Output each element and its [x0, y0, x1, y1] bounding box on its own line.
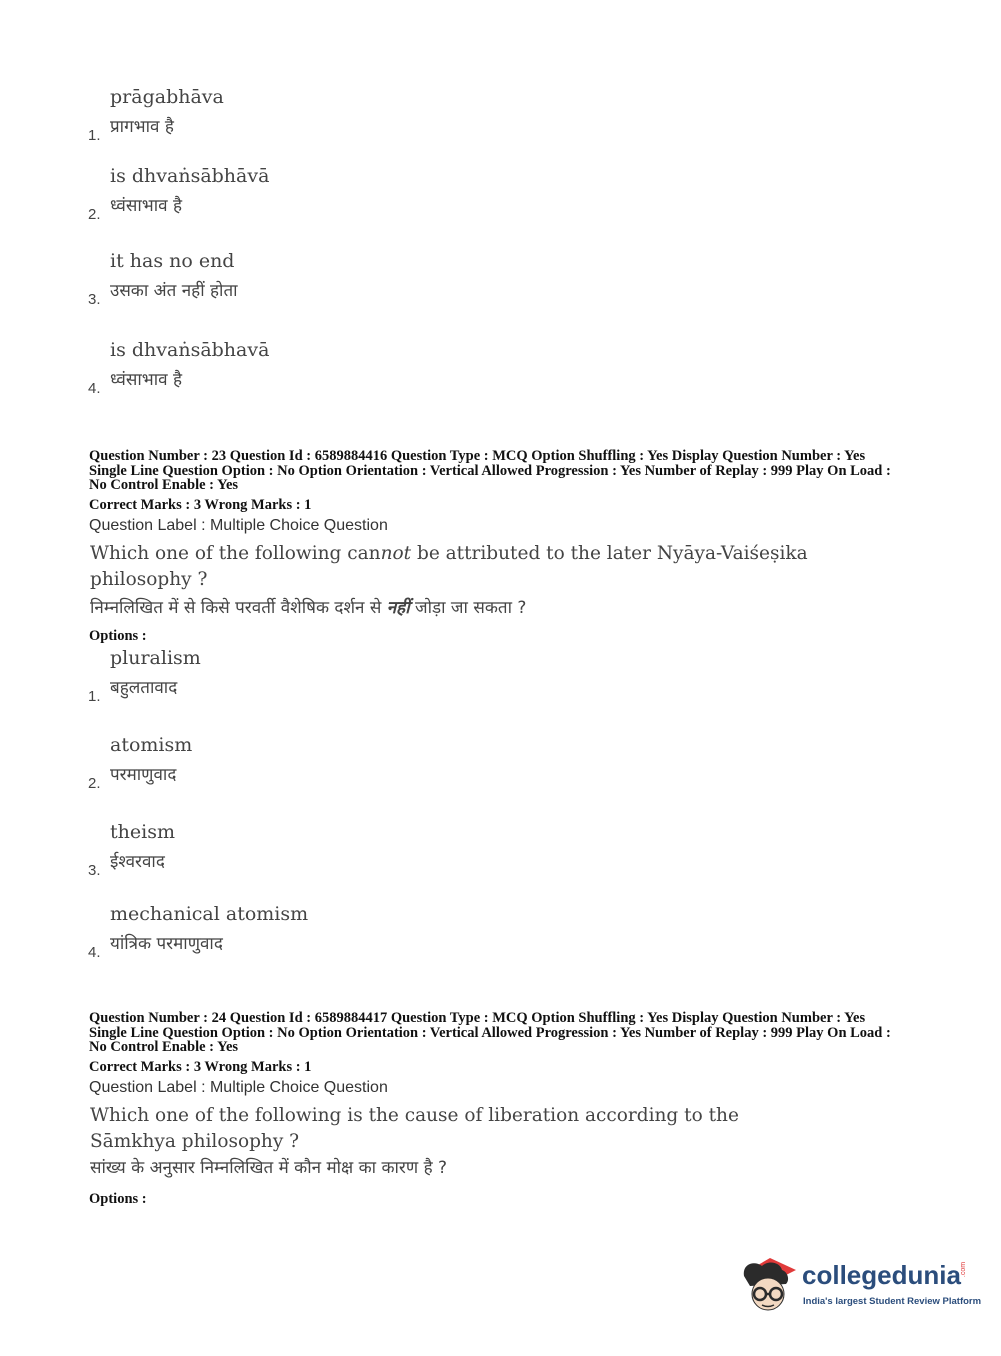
logo-wordmark: collegedunia: [802, 1260, 961, 1290]
option-number: 1.: [88, 688, 101, 705]
option-number: 4.: [88, 380, 101, 397]
meta-line: Single Line Question Option : No Option Orientation : Vertical Allowed Progression : Yes Number of Replay : 999 Play On Load :: [89, 1024, 891, 1041]
option-number: 2.: [88, 206, 101, 223]
meta-line: Question Number : 23 Question Id : 6589884416 Question Type : MCQ Option Shuffling : Yes Display Question Number : Yes: [89, 448, 866, 464]
option-text-en: is dhvaṅsābhavā: [110, 339, 270, 361]
logo-tagline: India's largest Student Review Platform: [803, 1296, 982, 1307]
option-text-hi: प्रागभाव है: [110, 117, 174, 137]
question-text-en: [90, 541, 830, 593]
options-label: Options :: [89, 628, 147, 644]
option-number: 1.: [88, 127, 101, 144]
option-text-en: is dhvaṅsābhāvā: [110, 165, 270, 187]
option-text-hi: यांत्रिक परमाणुवाद: [110, 934, 223, 954]
option-text-hi: ध्वंसाभाव है: [110, 196, 182, 216]
question-marks: Correct Marks : 3 Wrong Marks : 1: [89, 1059, 312, 1075]
question-text-part: Which one of the following can: [90, 543, 381, 564]
option-text-hi: परमाणुवाद: [110, 765, 177, 785]
collegedunia-logo[interactable]: [740, 1250, 982, 1314]
question-text-en: Which one of the following is the cause of liberation according to the Sāmkhya philosophy ?: [90, 1105, 739, 1152]
option-text-en: theism: [110, 821, 175, 843]
question-label: Question Label : Multiple Choice Question: [89, 517, 388, 534]
question-marks: Correct Marks : 3 Wrong Marks : 1: [89, 497, 312, 513]
question-text-emphasis: नहीं: [386, 598, 410, 618]
meta-line: Single Line Question Option : No Option Orientation : Vertical Allowed Progression : Yes Number of Replay : 999 Play On Load :: [89, 462, 891, 479]
option-number: 3.: [88, 291, 101, 308]
question-meta: [89, 1011, 919, 1055]
meta-line: No Control Enable : Yes: [89, 1039, 239, 1055]
option-text-hi: ध्वंसाभाव है: [110, 370, 182, 390]
meta-line: Question Number : 24 Question Id : 6589884417 Question Type : MCQ Option Shuffling : Yes Display Question Number : Yes: [89, 1010, 866, 1026]
question-text-hi: सांख्य के अनुसार निम्नलिखित में कौन मोक्ष का कारण है ?: [90, 1158, 448, 1178]
option-number: 4.: [88, 944, 101, 961]
option-text-en: atomism: [110, 734, 193, 756]
options-label: Options :: [89, 1191, 147, 1207]
logo-suffix: .com: [960, 1261, 968, 1278]
question-text-hi: [90, 595, 526, 618]
option-number: 2.: [88, 775, 101, 792]
question-text-part: निम्नलिखित में से किसे परवर्ती वैशेषिक दर्शन से: [90, 598, 387, 618]
option-text-hi: बहुलतावाद: [110, 678, 178, 698]
question-label: Question Label : Multiple Choice Question: [89, 1079, 388, 1096]
option-text-en: prāgabhāva: [110, 86, 224, 108]
question-text-part: be attributed to the later Nyāya-Vaiśeṣika philosophy ?: [90, 543, 808, 590]
question-text-part: जोड़ा जा सकता ?: [409, 598, 527, 618]
option-text-en: pluralism: [110, 647, 201, 669]
option-text-en: mechanical atomism: [110, 903, 309, 925]
question-meta: [89, 449, 919, 493]
option-text-hi: उसका अंत नहीं होता: [110, 281, 238, 301]
option-number: 3.: [88, 862, 101, 879]
mascot-icon: [740, 1250, 802, 1314]
option-text-hi: ईश्वरवाद: [110, 852, 165, 872]
option-text-en: it has no end: [110, 250, 235, 272]
meta-line: No Control Enable : Yes: [89, 477, 239, 493]
question-text-emphasis: not: [380, 543, 412, 564]
